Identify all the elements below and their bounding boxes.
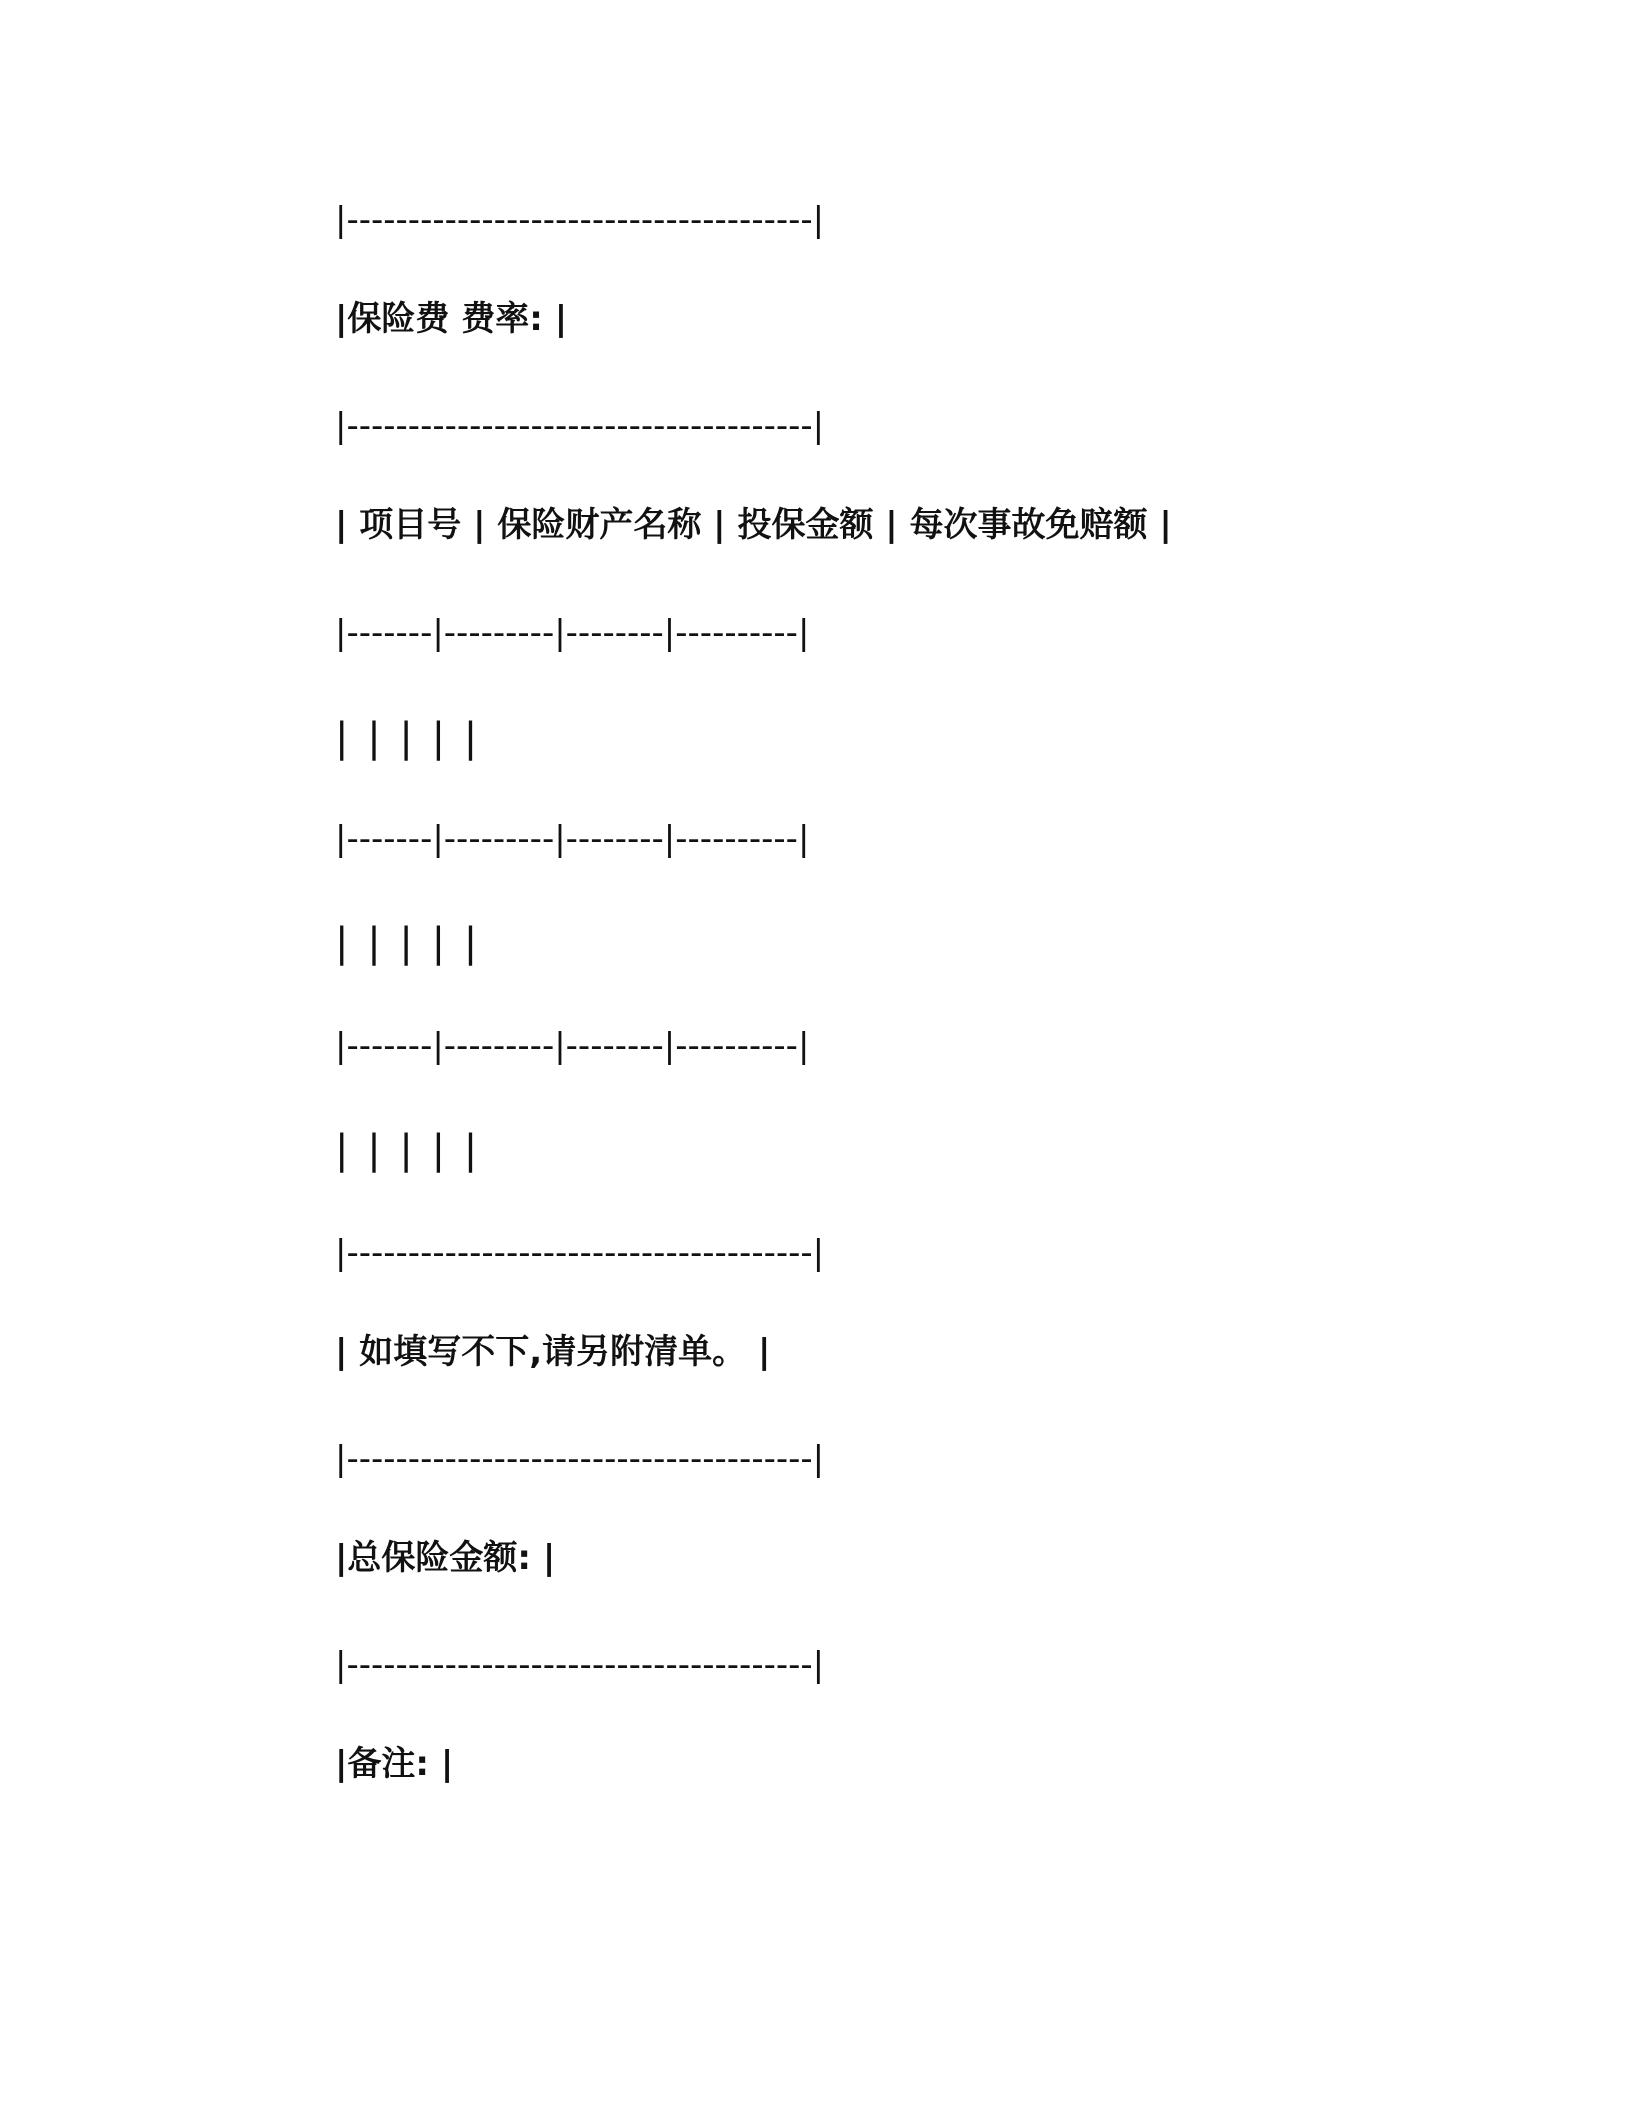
total-insured-amount-line: |总保险金额: |: [335, 1538, 556, 1578]
separator-line: |--------------------------------------|: [335, 1645, 825, 1685]
separator-line: |--------------------------------------|: [335, 406, 825, 446]
separator-line: |--------------------------------------|: [335, 1233, 825, 1273]
remarks-line: |备注: |: [335, 1744, 454, 1784]
note-fill-list-line: | 如填写不下,请另附清单。 |: [335, 1332, 771, 1372]
separator-line: |--------------------------------------|: [335, 200, 825, 240]
table-separator-row: |-------|---------|--------|----------|: [335, 613, 810, 653]
separator-line: |--------------------------------------|: [335, 1439, 825, 1479]
table-separator-row: |-------|---------|--------|----------|: [335, 1026, 810, 1066]
premium-rate-line: |保险费 费率: |: [335, 299, 568, 339]
table-separator-row: |-------|---------|--------|----------|: [335, 819, 810, 859]
table-empty-row: | | | | |: [335, 1127, 481, 1173]
table-empty-row: | | | | |: [335, 920, 481, 966]
table-header-row: | 项目号 | 保险财产名称 | 投保金额 | 每次事故免赔额 |: [335, 505, 1172, 545]
table-empty-row: | | | | |: [335, 715, 481, 761]
